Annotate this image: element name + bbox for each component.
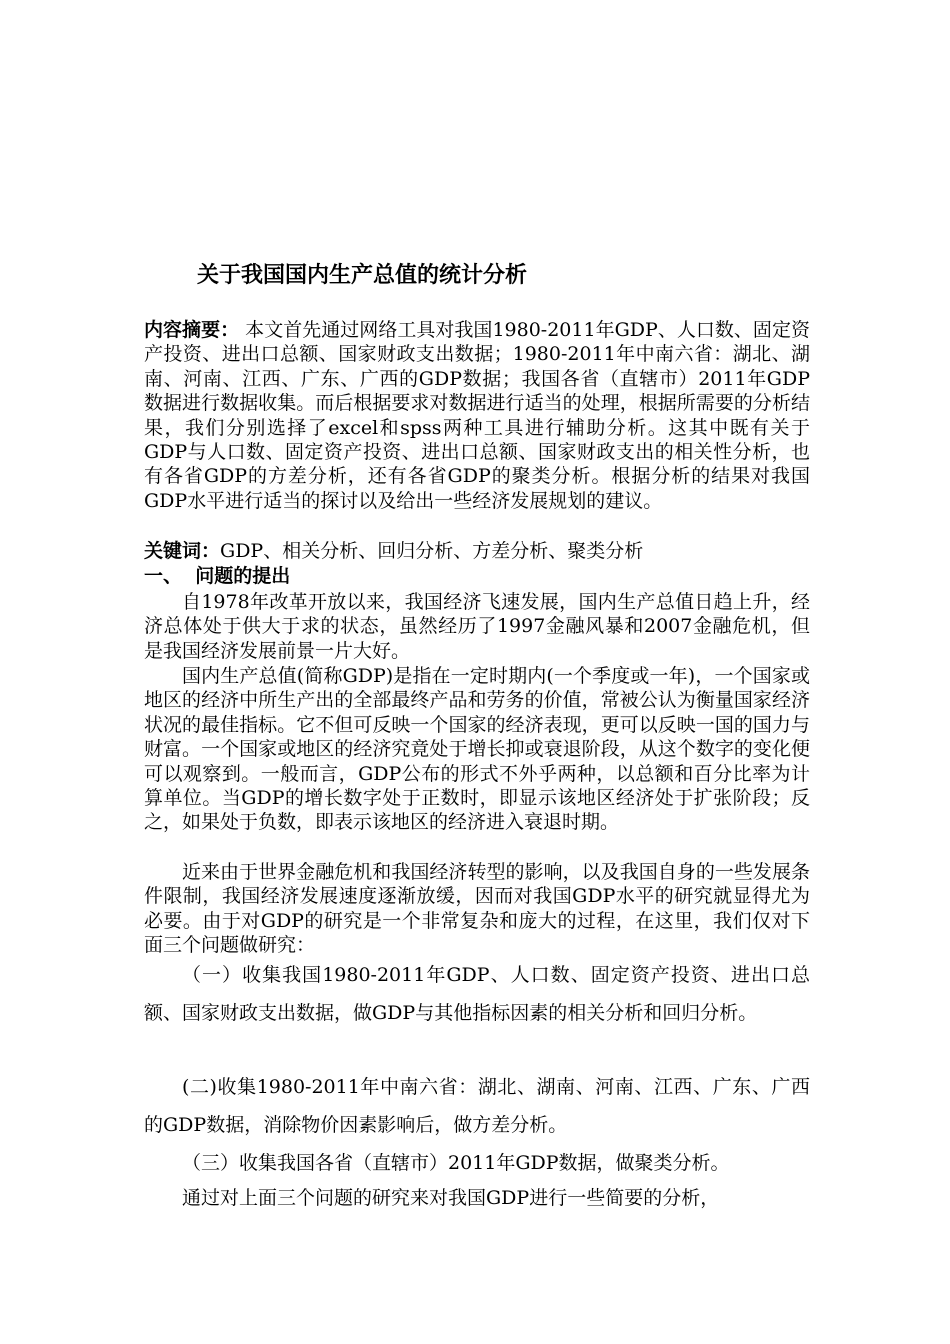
section-heading: 一、 问题的提出 xyxy=(144,565,291,587)
abstract-text: 本文首先通过网络工具对我国1980-2011年GDP、人口数、固定资产投资、进出口总额、国家财政支出数据；1980-2011年中南六省：湖北、湖南、河南、江西、广东、广西的GDP数据；我国各省（直辖市）2011年GDP数据进行数据收集。而后根据要求对数据进行适当的处理，根据所需要的分析结果，我们分别选择了excel和spss两种工具进行辅助分析。这其中既有关于GDP与人口数、固定资产投资、进出口总额、国家财政支出的相关性分析，也有各省GDP的方差分析，还有各省GDP的聚类分析。根据分析的结果对我国GDP水平进行适当的探讨以及给出一些经济发展规划的建议。 xyxy=(144,319,810,512)
question-3: （三）收集我国各省（直辖市）2011年GDP数据，做聚类分析。 xyxy=(182,1152,730,1174)
paragraph-1: 自1978年改革开放以来，我国经济飞速发展，国内生产总值日趋上升，经济总体处于供大于求的状态，虽然经历了1997金融风暴和2007金融危机，但是我国经济发展前景一片大好。 xyxy=(144,591,810,662)
question-2: (二)收集1980-2011年中南六省：湖北、湖南、河南、江西、广东、广西的GDP数据，消除物价因素影响后，做方差分析。 xyxy=(144,1076,810,1136)
question-1: （一）收集我国1980-2011年GDP、人口数、固定资产投资、进出口总额、国家财政支出数据，做GDP与其他指标因素的相关分析和回归分析。 xyxy=(144,964,810,1024)
keywords-label: 关键词： xyxy=(144,540,221,562)
document-title: 关于我国国内生产总值的统计分析 xyxy=(196,263,527,288)
keywords-line xyxy=(144,539,810,563)
abstract-paragraph xyxy=(144,318,810,513)
paragraph-3: 近来由于世界金融危机和我国经济转型的影响，以及我国自身的一些发展条件限制，我国经济发展速度逐渐放缓，因而对我国GDP水平的研究就显得尤为必要。由于对GDP的研究是一个非常复杂和庞大的过程，在这里，我们仅对下面三个问题做研究： xyxy=(144,861,810,957)
paragraph-2: 国内生产总值(简称GDP)是指在一定时期内(一个季度或一年)，一个国家或地区的经济中所生产出的全部最终产品和劳务的价值，常被公认为衡量国家经济状况的最佳指标。它不但可反映一个国家的经济表现，更可以反映一国的国力与财富。一个国家或地区的经济究竟处于增长抑或衰退阶段，从这个数字的变化便可以观察到。一般而言，GDP公布的形式不外乎两种，以总额和百分比率为计算单位。当GDP的增长数字处于正数时，即显示该地区经济处于扩张阶段；反之，如果处于负数，即表示该地区的经济进入衰退时期。 xyxy=(144,665,810,834)
keywords-text: GDP、相关分析、回归分析、方差分析、聚类分析 xyxy=(220,540,644,562)
abstract-label: 内容摘要： xyxy=(144,319,240,341)
paragraph-4: 通过对上面三个问题的研究来对我国GDP进行一些简要的分析， xyxy=(182,1187,720,1209)
